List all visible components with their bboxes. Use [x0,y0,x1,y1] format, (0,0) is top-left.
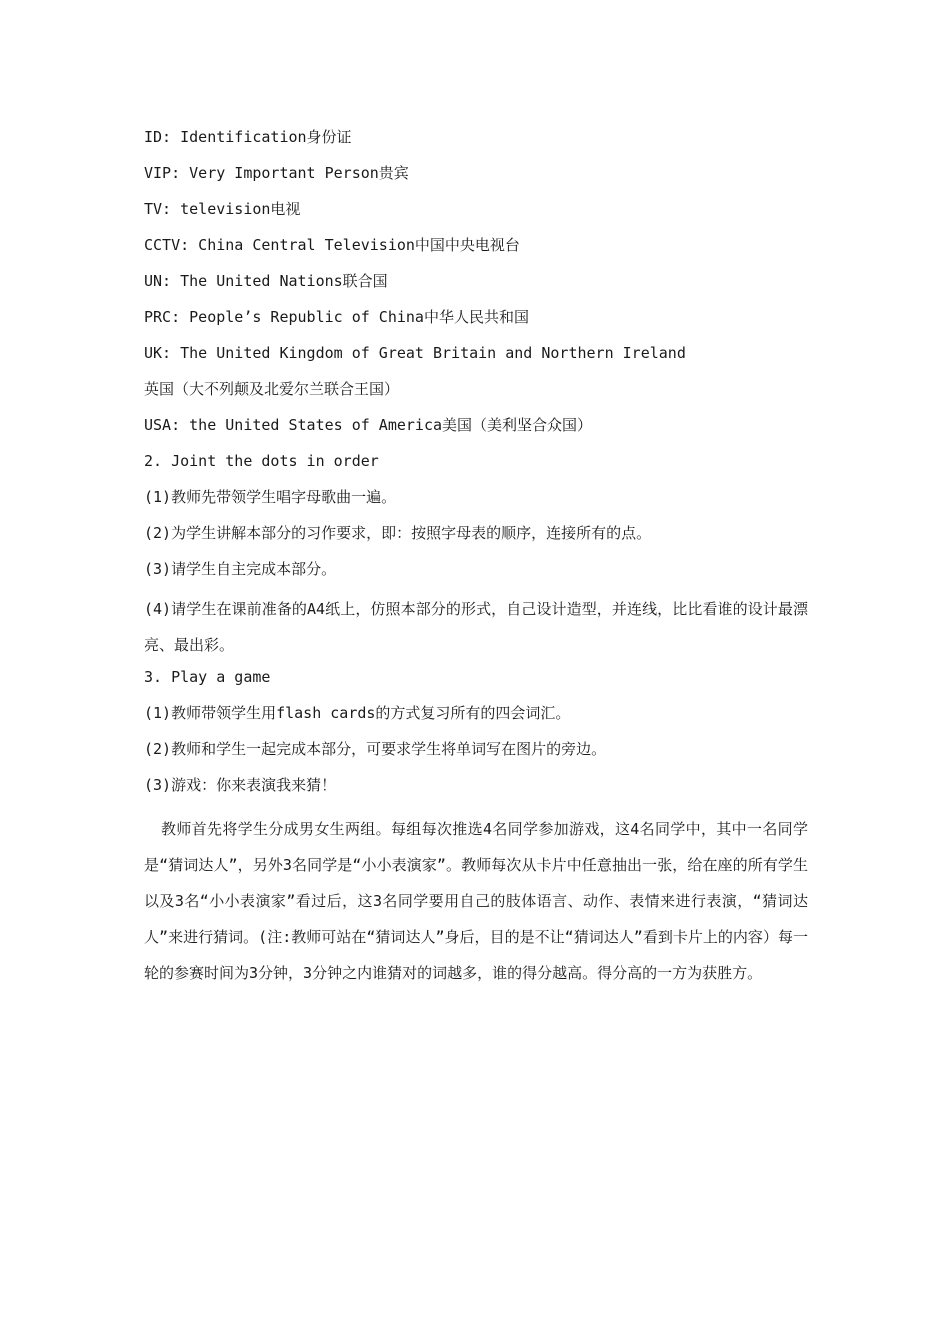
abbreviation-line: 英国（大不列颠及北爱尔兰联合王国） [144,380,400,398]
abbreviation-line: UK: The United Kingdom of Great Britain and Northern Ireland [144,344,686,362]
game-description-paragraph: 教师首先将学生分成男女生两组。每组每次推选4名同学参加游戏，这4名同学中，其中一名同学是“猜词达人”，另外3名同学是“小小表演家”。教师每次从卡片中任意抽出一张，给在座的所有学生以及3名“小小表演家”看过后，这3名同学要用自己的肢体语言、动作、表情来进行表演，“猜词达人”来进行猜词。(注:教师可站在“猜词达人”身后，目的是不让“猜词达人”看到卡片上的内容）每一轮的参赛时间为3分钟，3分钟之内谁猜对的词越多，谁的得分越高。得分高的一方为获胜方。 [144,820,808,982]
step-item: (3)游戏：你来表演我来猜！ [144,776,337,794]
step-item: (4)请学生在课前准备的A4纸上，仿照本部分的形式，自己设计造型，并连线，比比看谁的设计最漂亮、最出彩。 [144,600,808,654]
section-heading: 2. Joint the dots in order [144,452,379,470]
section-heading: 3. Play a game [144,668,271,686]
step-item: (1)教师先带领学生唱字母歌曲一遍。 [144,488,397,506]
abbreviation-line: TV: television电视 [144,200,301,218]
abbreviation-line: CCTV: China Central Television中国中央电视台 [144,236,520,254]
abbreviation-line: VIP: Very Important Person贵宾 [144,164,409,182]
step-item: (2)为学生讲解本部分的习作要求，即：按照字母表的顺序，连接所有的点。 [144,524,652,542]
abbreviation-line: UN: The United Nations联合国 [144,272,388,290]
step-item: (1)教师带领学生用flash cards的方式复习所有的四会词汇。 [144,704,571,722]
step-item: (2)教师和学生一起完成本部分，可要求学生将单词写在图片的旁边。 [144,740,607,758]
abbreviation-line: PRC: People’s Republic of China中华人民共和国 [144,308,529,326]
abbreviation-line: ID: Identification身份证 [144,128,352,146]
abbreviation-line: USA: the United States of America美国（美利坚合众国） [144,416,593,434]
step-item: (3)请学生自主完成本部分。 [144,560,337,578]
document-body [144,123,808,991]
